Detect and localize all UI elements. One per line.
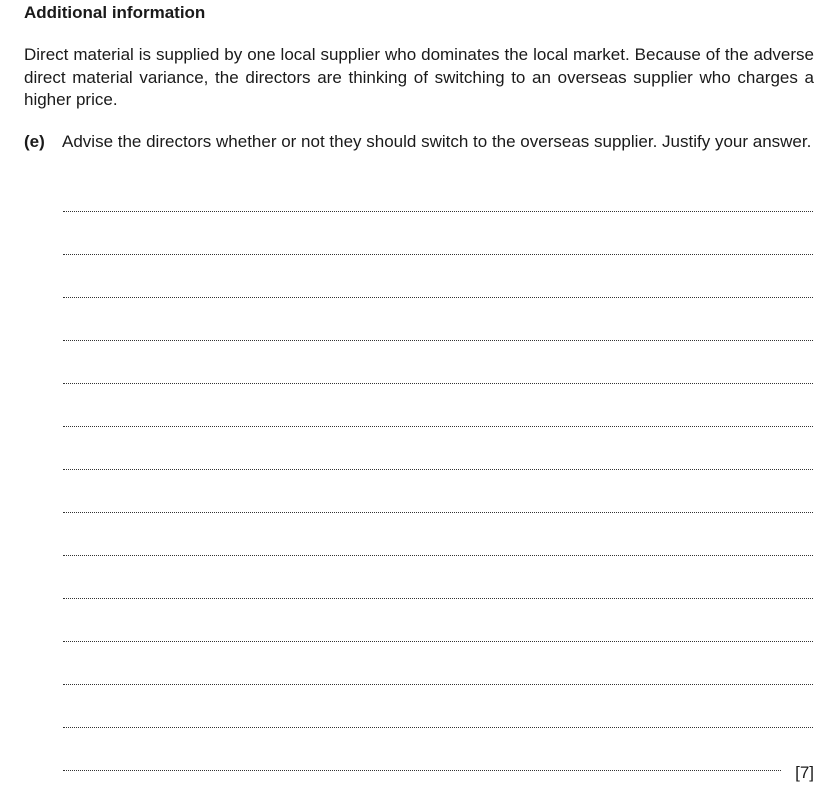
answer-line[interactable] [63, 641, 813, 642]
answer-line[interactable] [63, 684, 813, 685]
section-heading: Additional information [24, 3, 206, 22]
answer-line[interactable] [63, 469, 813, 470]
answer-line[interactable] [63, 512, 813, 513]
answer-area[interactable] [63, 0, 813, 797]
answer-line[interactable] [63, 297, 813, 298]
question-label: (e) [24, 132, 45, 151]
answer-line[interactable] [63, 211, 813, 212]
intro-paragraph: Direct material is supplied by one local supplier who dominates the local market. Because of the adverse direct material variance, the directors are thinking of switching to an overseas supplier who charges a higher price. [24, 45, 814, 109]
answer-line[interactable] [63, 770, 781, 771]
answer-line[interactable] [63, 426, 813, 427]
marks-label: [7] [795, 763, 814, 782]
question-text: Advise the directors whether or not they should switch to the overseas supplier. Justify your answer. [62, 132, 812, 151]
answer-line[interactable] [63, 555, 813, 556]
answer-line[interactable] [63, 340, 813, 341]
answer-line[interactable] [63, 727, 813, 728]
answer-line[interactable] [63, 383, 813, 384]
answer-line[interactable] [63, 598, 813, 599]
answer-line[interactable] [63, 254, 813, 255]
